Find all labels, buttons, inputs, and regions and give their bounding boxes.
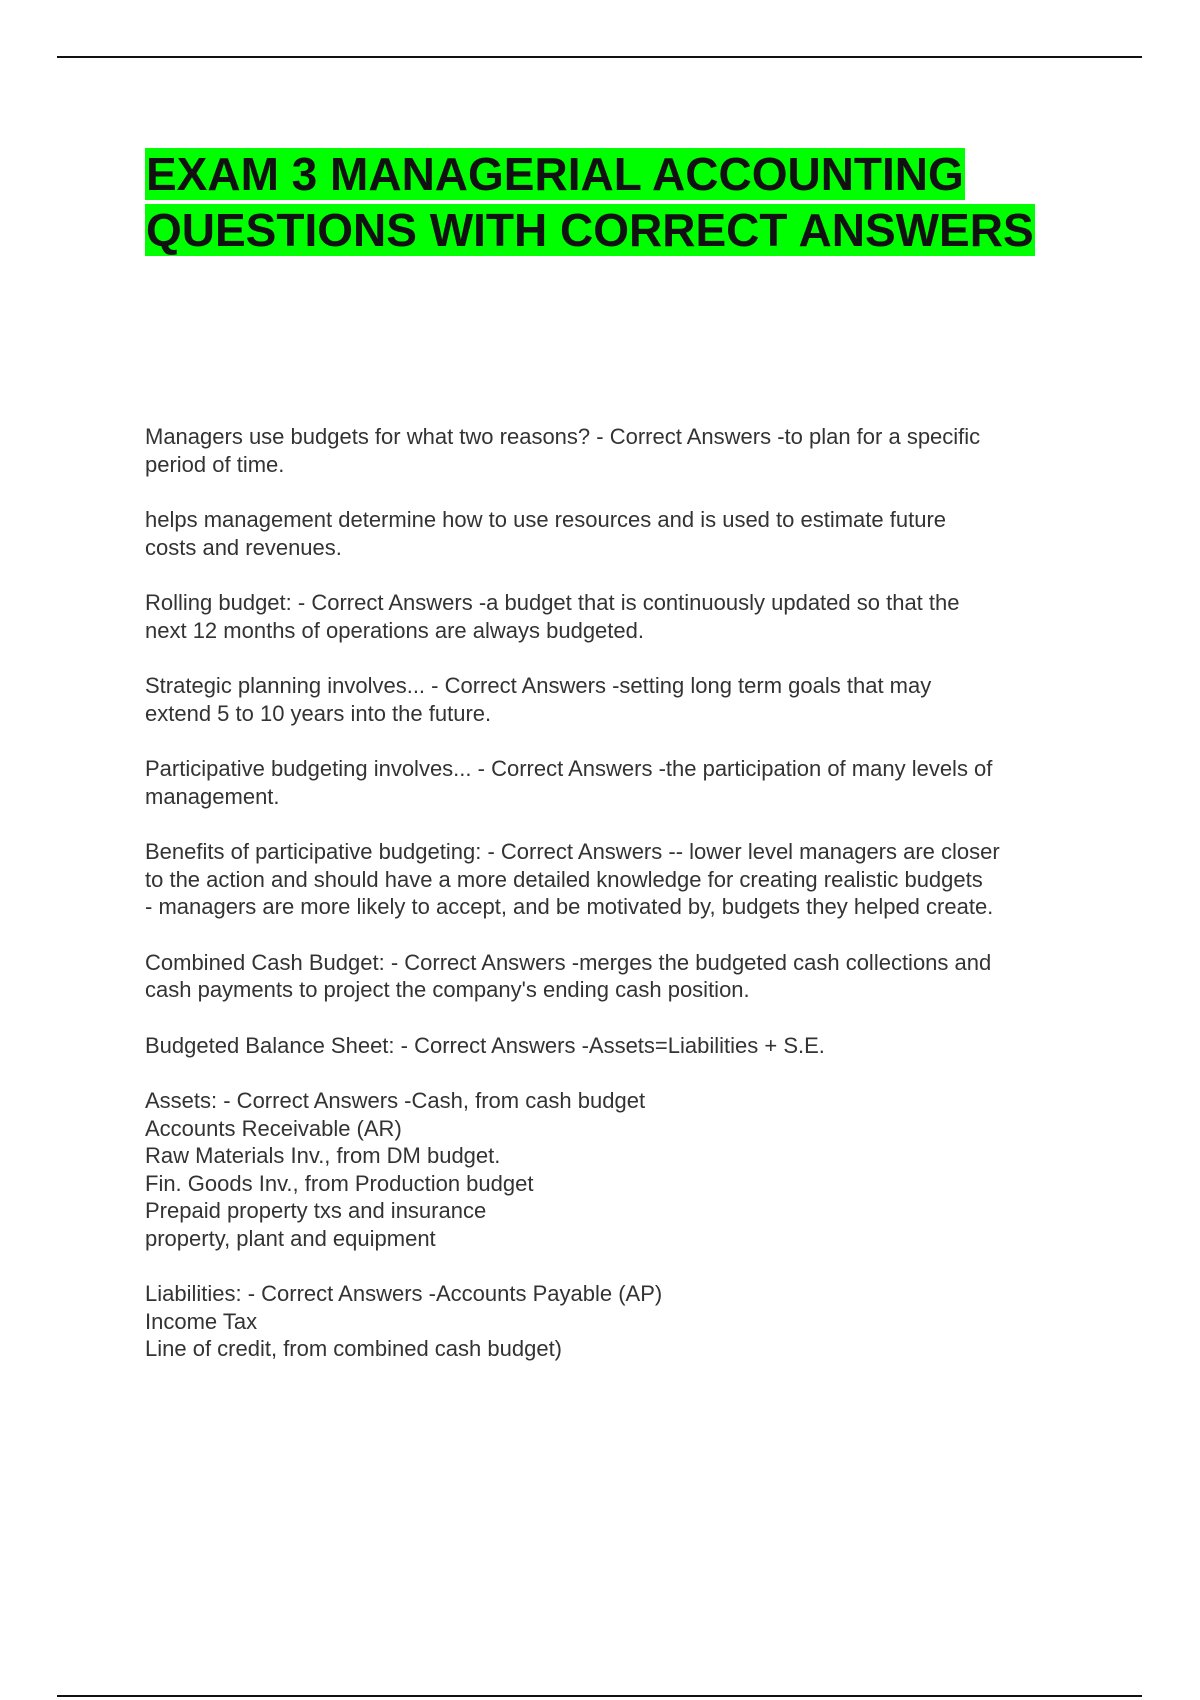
- qa-line: cash payments to project the company's ending cash position.: [145, 977, 750, 1002]
- qa-line: Rolling budget: - Correct Answers -a budget that is continuously updated so that the: [145, 590, 960, 615]
- page-title-line: QUESTIONS WITH CORRECT ANSWERS: [146, 204, 1034, 256]
- bottom-rule: [57, 1695, 1142, 1697]
- qa-line: Managers use budgets for what two reasons? - Correct Answers -to plan for a specific: [145, 424, 981, 449]
- qa-line: Assets: - Correct Answers -Cash, from cash budget: [145, 1088, 646, 1113]
- qa-entry: [145, 1087, 1090, 1252]
- top-rule: [57, 56, 1142, 58]
- qa-entry: [145, 423, 1090, 478]
- qa-line: management.: [145, 783, 280, 809]
- qa-line: Liabilities: - Correct Answers -Accounts Payable (AP): [145, 1281, 663, 1306]
- qa-entry: [145, 838, 1090, 921]
- qa-line: to the action and should have a more detailed knowledge for creating realistic budgets: [145, 866, 983, 892]
- qa-line: period of time.: [145, 451, 285, 477]
- qa-line: next 12 months of operations are always budgeted.: [145, 617, 644, 643]
- qa-line: Participative budgeting involves... - Correct Answers -the participation of many levels of: [145, 756, 993, 781]
- qa-entry: [145, 1032, 1090, 1060]
- qa-line: Budgeted Balance Sheet: - Correct Answers -Assets=Liabilities + S.E.: [145, 1032, 825, 1058]
- qa-line: Benefits of participative budgeting: - Correct Answers -- lower level managers are closer: [145, 839, 1000, 864]
- qa-entry: [145, 672, 1090, 727]
- qa-line: Fin. Goods Inv., from Production budget: [145, 1170, 534, 1196]
- qa-line: costs and revenues.: [145, 534, 342, 560]
- qa-line: extend 5 to 10 years into the future.: [145, 700, 492, 726]
- qa-entry: [145, 949, 1090, 1004]
- qa-line: Prepaid property txs and insurance: [145, 1198, 487, 1223]
- qa-line: Raw Materials Inv., from DM budget.: [145, 1143, 501, 1168]
- qa-line: Accounts Receivable (AR): [145, 1115, 402, 1141]
- question-list: [145, 423, 1090, 1391]
- qa-entry: [145, 589, 1090, 644]
- qa-entry: [145, 1280, 1090, 1363]
- qa-line: Line of credit, from combined cash budget): [145, 1336, 563, 1361]
- qa-line: property, plant and equipment: [145, 1225, 436, 1251]
- qa-line: helps management determine how to use resources and is used to estimate future: [145, 507, 947, 532]
- qa-line: Income Tax: [145, 1308, 258, 1334]
- qa-line: - managers are more likely to accept, and be motivated by, budgets they helped create.: [145, 894, 994, 919]
- page-title-line: EXAM 3 MANAGERIAL ACCOUNTING: [146, 148, 964, 200]
- qa-entry: [145, 755, 1090, 810]
- qa-line: Combined Cash Budget: - Correct Answers -merges the budgeted cash collections and: [145, 949, 992, 975]
- qa-line: Strategic planning involves... - Correct Answers -setting long term goals that may: [145, 673, 932, 698]
- qa-entry: [145, 506, 1090, 561]
- page-title: [145, 146, 1105, 258]
